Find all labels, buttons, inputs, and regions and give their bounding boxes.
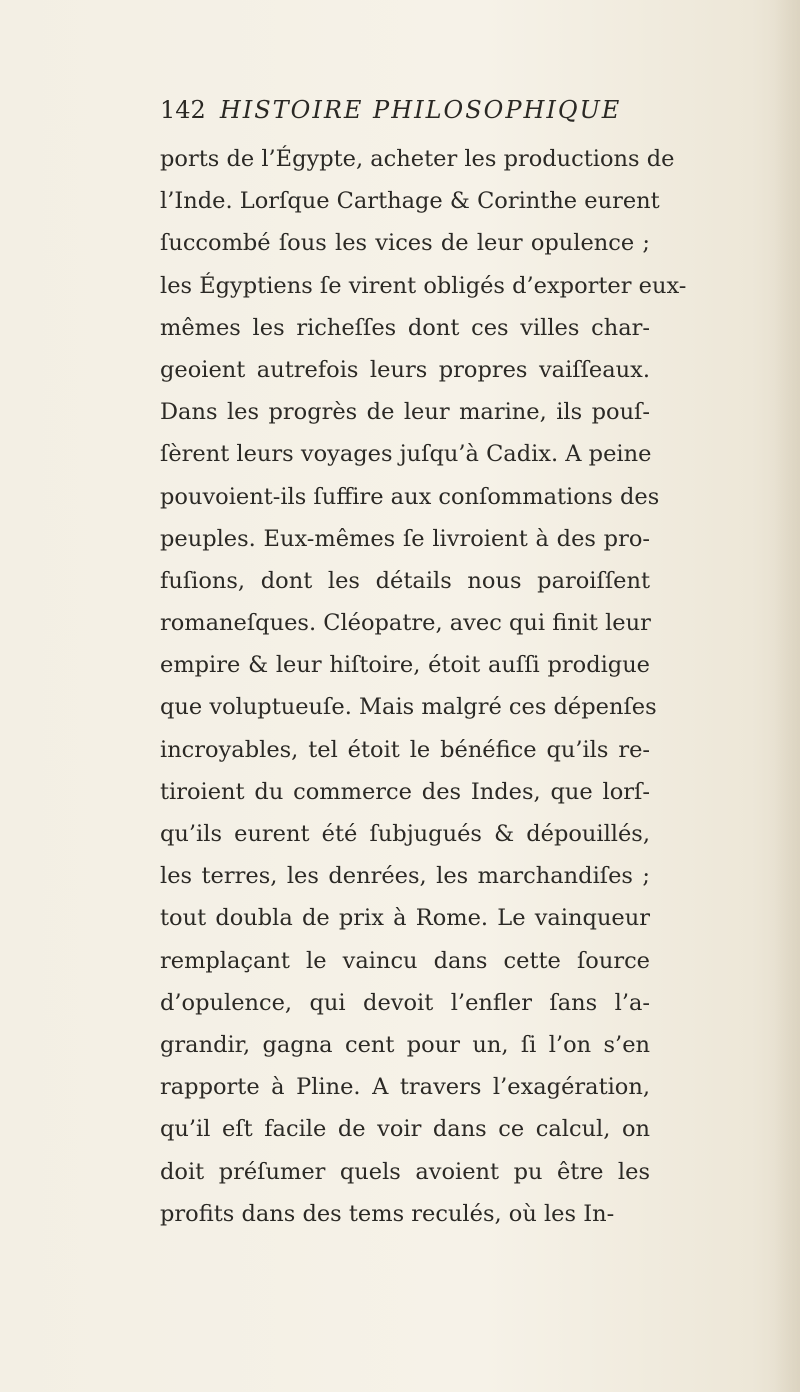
text-line: geoient autrefois leurs propres vaiſſeaux. (160, 356, 650, 383)
text-line: empire & leur hiſtoire, étoit auſſi prodigue (160, 652, 650, 679)
running-head (160, 96, 660, 136)
text-line: fuſions, dont les détails nous paroiſſent (160, 567, 650, 594)
text-line: incroyables, tel étoit le bénéfice qu’ils re- (160, 736, 650, 763)
text-line: d’opulence, qui devoit l’enfler ſans l’a- (160, 989, 650, 1016)
text-line: ſèrent leurs voyages juſqu’à Cadix. A peine (160, 441, 652, 468)
text-line: les terres, les denrées, les marchandiſes ; (160, 863, 650, 890)
text-line: tout doubla de prix à Rome. Le vainqueur (160, 905, 650, 932)
text-line: qu’il eſt facile de voir dans ce calcul, on (160, 1116, 650, 1143)
body-text (160, 138, 687, 1235)
text-line: que voluptueuſe. Mais malgré ces dépenſes (160, 694, 657, 721)
text-line: tiroient du commerce des Indes, que lorſ- (160, 778, 650, 805)
text-line: mêmes les richeſſes dont ces villes char- (160, 314, 650, 341)
text-line: peuples. Eux-mêmes ſe livroient à des pro- (160, 525, 650, 552)
text-line: l’Inde. Lorſque Carthage & Corinthe eurent (160, 188, 660, 215)
text-line: ſuccombé ſous les vices de leur opulence ; (160, 230, 650, 257)
text-line: remplaçant le vaincu dans cette ſource (160, 947, 650, 974)
text-line: ports de l’Égypte, acheter les productions de (160, 146, 675, 172)
text-line: Dans les progrès de leur marine, ils pouſ- (160, 399, 650, 426)
text-line: doit préſumer quels avoient pu être les (160, 1158, 650, 1185)
page-number: 142 (160, 96, 206, 124)
text-line: qu’ils eurent été ſubjugués & dépouillés, (160, 821, 650, 847)
page-edge-shadow (774, 0, 800, 1392)
text-line: rapporte à Pline. A travers l’exagération, (160, 1074, 650, 1101)
running-title: HISTOIRE PHILOSOPHIQUE (219, 96, 622, 124)
text-line: grandir, gagna cent pour un, ſi l’on s’en (160, 1031, 650, 1058)
text-line: pouvoient-ils ſuffire aux conſommations des (160, 483, 660, 510)
text-line: romaneſques. Cléopatre, avec qui finit leur (160, 610, 651, 637)
text-line: les Égyptiens ſe virent obligés d’exporter eux- (160, 272, 687, 299)
text-line: profits dans des tems reculés, où les In- (160, 1200, 615, 1227)
